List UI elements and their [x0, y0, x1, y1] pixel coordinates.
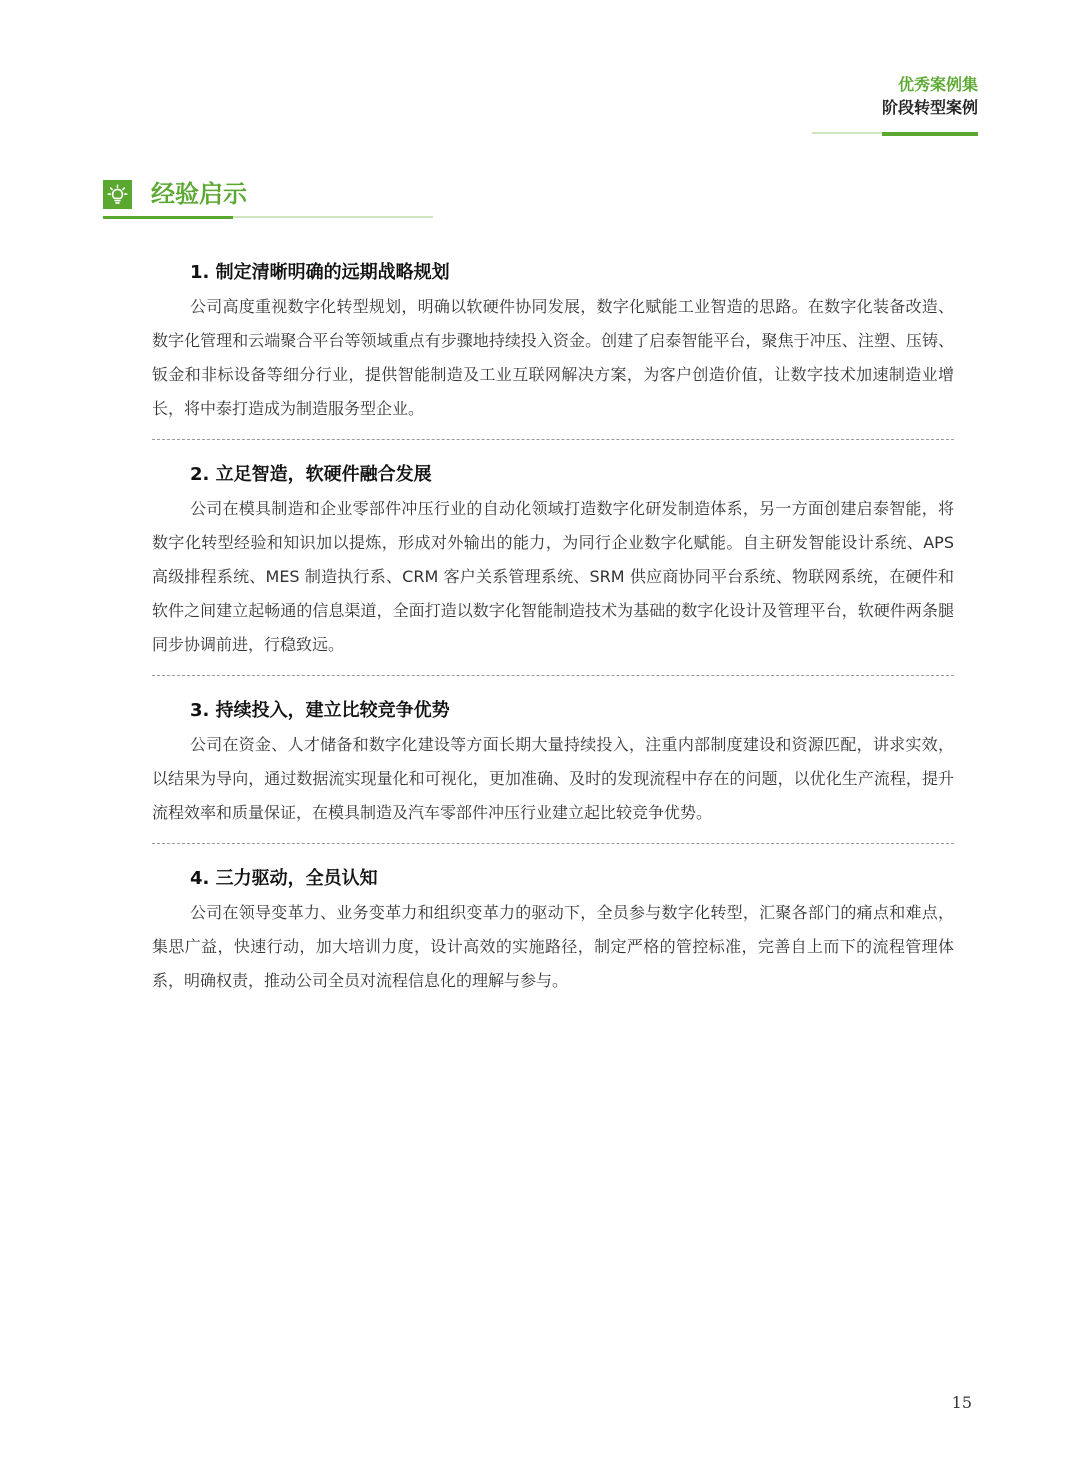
- insight-title: 2. 立足智造，软硬件融合发展: [190, 464, 432, 485]
- dashed-divider: [152, 843, 954, 844]
- insight-body: 公司在资金、人才储备和数字化建设等方面长期大量持续投入，注重内部制度建设和资源匹配，讲求实效，以结果为导向，通过数据流实现量化和可视化，更加准确、及时的发现流程中存在的问题，以优化生产流程，提升流程效率和质量保证，在模具制造及汽车零部件冲压行业建立起比较竞争优势。: [152, 735, 954, 822]
- insight-title: 3. 持续投入，建立比较竞争优势: [190, 700, 450, 721]
- running-header: [882, 74, 978, 120]
- insight-title: 4. 三力驱动，全员认知: [190, 868, 378, 889]
- category-label: 阶段转型案例: [881, 98, 978, 117]
- collection-label: 优秀案例集: [897, 75, 978, 94]
- dashed-divider: [152, 675, 954, 676]
- section-rule-accent: [103, 216, 233, 219]
- insight-item-3: [152, 694, 954, 830]
- section-rule-light: [233, 216, 433, 218]
- insights-content: [152, 256, 954, 998]
- insight-body: 公司高度重视数字化转型规划，明确以软硬件协同发展，数字化赋能工业智造的思路。在数字化装备改造、数字化管理和云端聚合平台等领域重点有步骤地持续投入资金。创建了启泰智能平台，聚焦于冲压、注塑、压铸、钣金和非标设备等细分行业，提供智能制造及工业互联网解决方案，为客户创造价值，让数字技术加速制造业增长，将中泰打造成为制造服务型企业。: [152, 297, 954, 418]
- header-rule-accent: [882, 132, 978, 136]
- insight-item-4: [152, 862, 954, 998]
- section-rule: [103, 216, 433, 220]
- dashed-divider: [152, 439, 954, 440]
- insight-body: 公司在模具制造和企业零部件冲压行业的自动化领域打造数字化研发制造体系，另一方面创建启泰智能，将数字化转型经验和知识加以提炼，形成对外输出的能力，为同行企业数字化赋能。自主研发智能设计系统、APS 高级排程系统、MES 制造执行系、CRM 客户关系管理系统、SRM 供应商协同平台系统、物联网系统，在硬件和软件之间建立起畅通的信息渠道，全面打造以数字化智能制造技术为基础的数字化设计及管理平台，软硬件两条腿同步协调前进，行稳致远。: [152, 499, 954, 654]
- section-title: 经验启示: [151, 180, 247, 208]
- insight-title: 1. 制定清晰明确的远期战略规划: [190, 262, 450, 283]
- lightbulb-icon: [103, 180, 132, 209]
- insight-item-1: [152, 256, 954, 426]
- header-rule: [812, 132, 978, 138]
- insight-body: 公司在领导变革力、业务变革力和组织变革力的驱动下，全员参与数字化转型，汇聚各部门的痛点和难点，集思广益，快速行动，加大培训力度，设计高效的实施路径，制定严格的管控标准，完善自上而下的流程管理体系，明确权责，推动公司全员对流程信息化的理解与参与。: [152, 903, 954, 990]
- page-number: 15: [951, 1393, 972, 1412]
- insight-item-2: [152, 458, 954, 662]
